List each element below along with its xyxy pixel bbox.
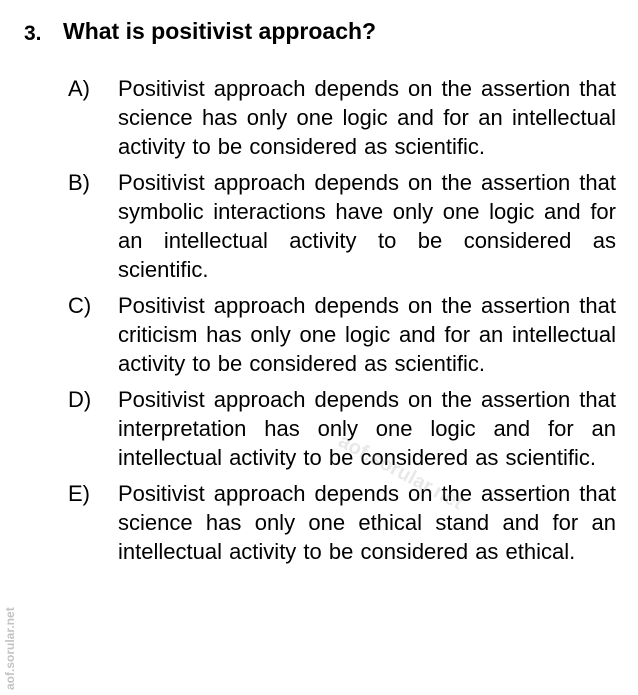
option-b-letter: B) (68, 170, 90, 195)
option-c-text: Positivist approach depends on the assertion that criticism has only one logic and for an intellectual activity to be considered as scientific. (118, 293, 616, 376)
option-c-letter: C) (68, 293, 92, 318)
answer-options (68, 74, 616, 573)
question-text: What is positivist approach? (63, 18, 377, 44)
question-number: 3. (24, 22, 42, 45)
diagonal-watermark: aof.sorular.net (334, 430, 467, 515)
option-b[interactable] (68, 168, 616, 284)
option-b-text: Positivist approach depends on the assertion that symbolic interactions have only one logic and for an intellectual activity to be considered as scientific. (118, 170, 616, 282)
option-a[interactable] (68, 74, 616, 161)
option-e-letter: E) (68, 481, 90, 506)
option-c[interactable] (68, 291, 616, 378)
option-e[interactable] (68, 479, 616, 566)
option-a-letter: A) (68, 76, 90, 101)
option-d-text: Positivist approach depends on the assertion that interpretation has only one logic and for an intellectual activity to be considered as scientific. (118, 387, 616, 470)
option-e-text: Positivist approach depends on the assertion that science has only one ethical stand and for an intellectual activity to be considered as ethical. (118, 481, 616, 564)
side-watermark: aof.sorular.net (3, 607, 17, 690)
option-d[interactable] (68, 385, 616, 472)
option-d-letter: D) (68, 387, 92, 412)
option-a-text: Positivist approach depends on the assertion that science has only one logic and for an intellectual activity to be considered as scientific. (118, 76, 616, 159)
